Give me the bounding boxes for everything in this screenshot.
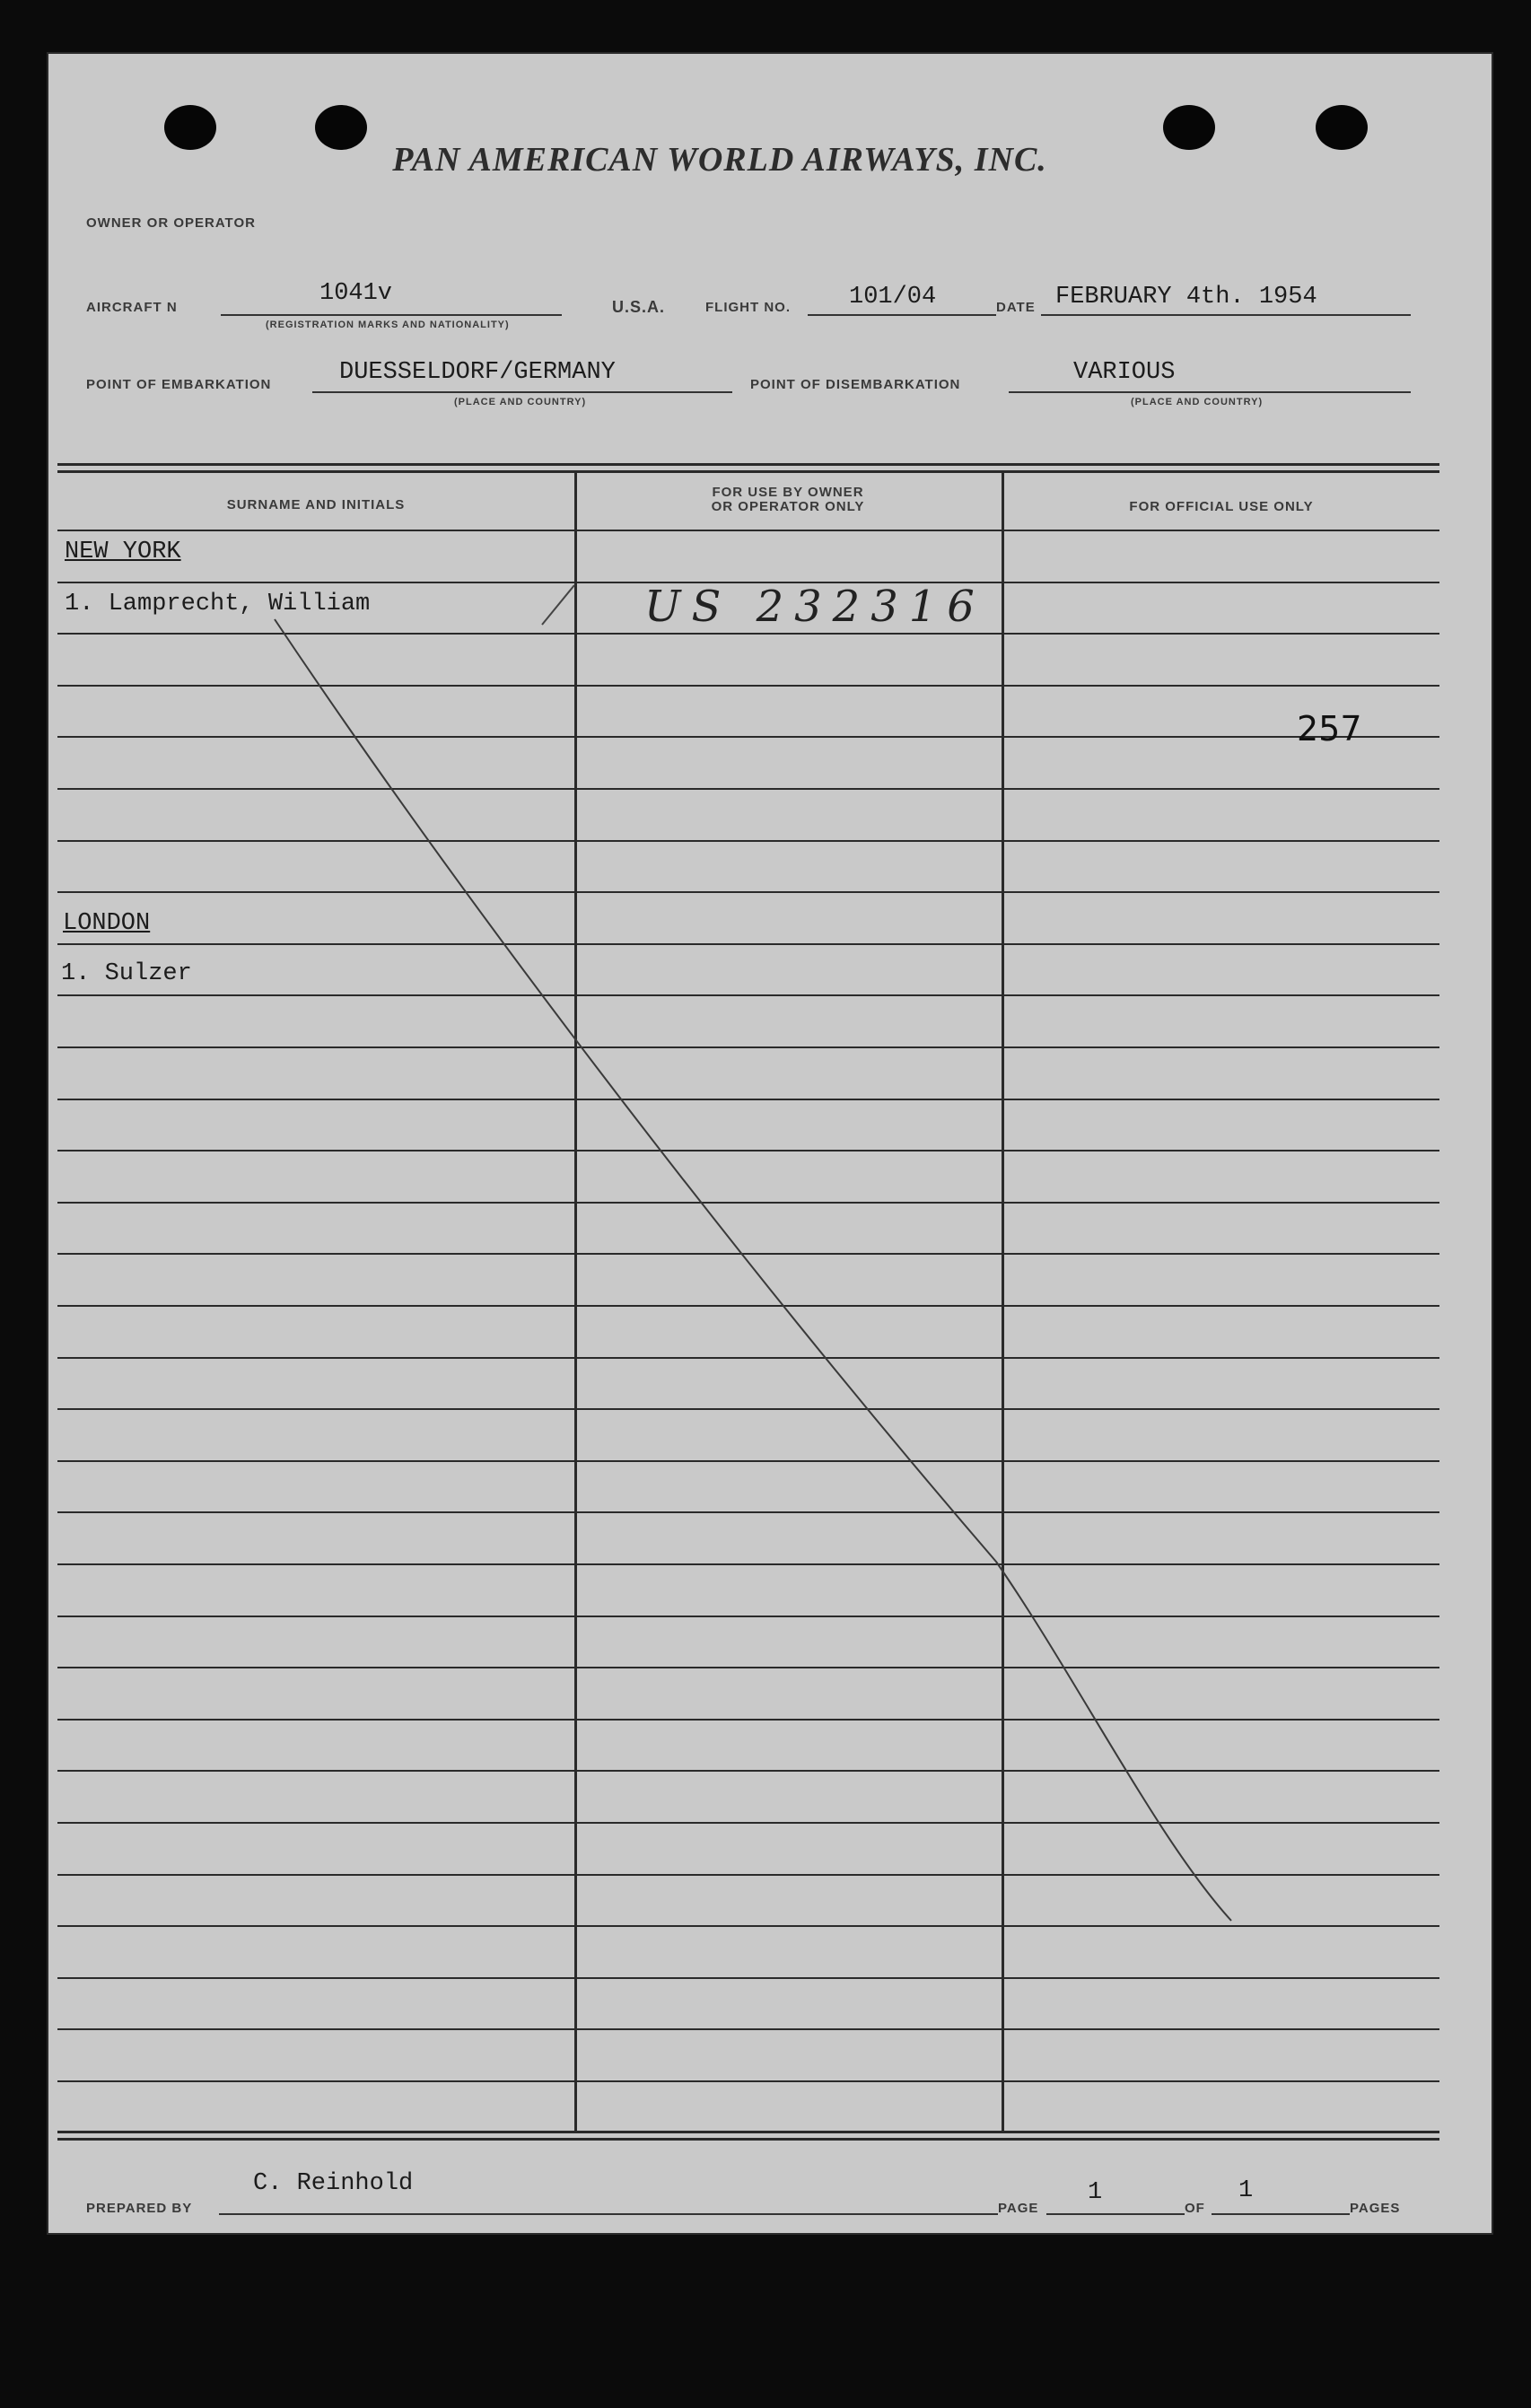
disembark-value: VARIOUS: [1073, 359, 1176, 386]
date-label: DATE: [996, 300, 1036, 315]
col-official-header: FOR OFFICIAL USE ONLY: [1129, 499, 1314, 514]
embark-label: POINT OF EMBARKATION: [86, 377, 272, 392]
flight-label: FLIGHT NO.: [705, 300, 791, 315]
company-name: PAN AMERICAN WORLD AIRWAYS, INC.: [392, 141, 1047, 179]
destination-new-york: NEW YORK: [65, 539, 181, 565]
place-caption-disembark: (PLACE AND COUNTRY): [1131, 397, 1264, 407]
col-operator-header-2: OR OPERATOR ONLY: [711, 499, 865, 514]
embark-value: DUESSELDORF/GERMANY: [339, 359, 616, 386]
place-caption-embark: (PLACE AND COUNTRY): [454, 397, 587, 407]
aircraft-label: AIRCRAFT N: [86, 300, 178, 315]
usa-label: U.S.A.: [612, 298, 666, 316]
destination-london: LONDON: [63, 910, 151, 937]
col-operator-header-1: FOR USE BY OWNER: [712, 485, 864, 500]
prepared-by-value: C. Reinhold: [253, 2170, 414, 2197]
operator-handwritten-note: US 232316: [644, 582, 985, 632]
disembark-label: POINT OF DISEMBARKATION: [750, 377, 961, 392]
registration-caption: (REGISTRATION MARKS AND NATIONALITY): [266, 320, 510, 330]
passenger-row: 1. Sulzer: [61, 960, 192, 987]
page-value: 1: [1088, 2179, 1103, 2206]
of-label: OF: [1185, 2201, 1205, 2216]
owner-label: OWNER OR OPERATOR: [86, 215, 256, 231]
col-surname-header: SURNAME AND INITIALS: [226, 497, 406, 512]
page-label: PAGE: [998, 2201, 1039, 2216]
passenger-row: 1. Lamprecht, William: [65, 591, 371, 617]
flight-value: 101/04: [849, 284, 937, 311]
date-value: FEBRUARY 4th. 1954: [1055, 284, 1317, 311]
aircraft-value: 1041v: [319, 280, 393, 307]
pages-label: PAGES: [1350, 2201, 1401, 2216]
official-number: 257: [1297, 709, 1362, 749]
prepared-label: PREPARED BY: [86, 2201, 193, 2216]
of-value: 1: [1238, 2177, 1254, 2204]
